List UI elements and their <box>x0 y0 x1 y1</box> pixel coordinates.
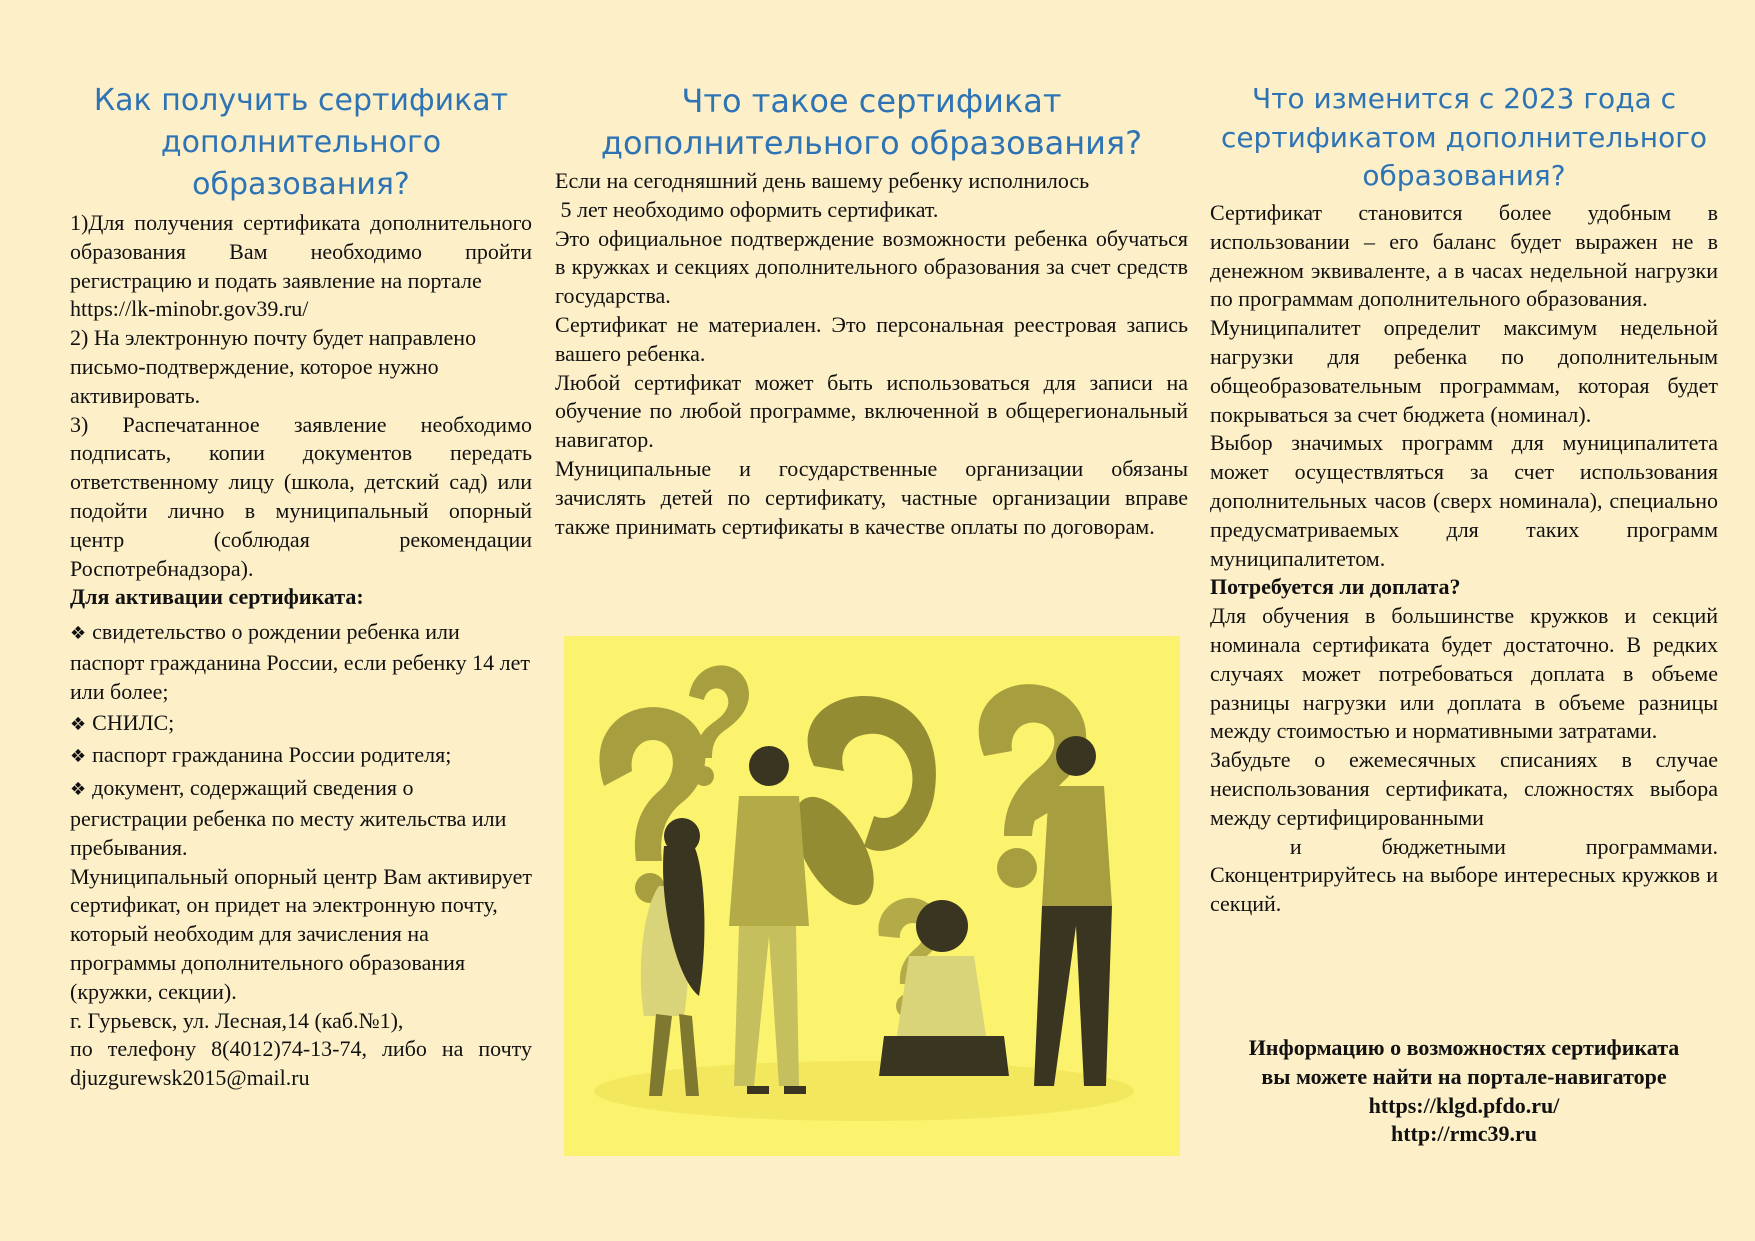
bullet-item: ❖ паспорт гражданина России родителя; <box>70 741 532 772</box>
question-marks-illustration <box>564 636 1180 1156</box>
navigator-info <box>1210 1034 1718 1149</box>
navigator-info-line: Информацию о возможностях сертификата <box>1248 1035 1680 1060</box>
concentrate-text: Сконцентрируйтесь на выборе интересных кружков и секций. <box>1210 862 1718 917</box>
forget-debits-text: Забудьте о ежемесячных списаниях в случае неиспользования сертификата, сложностях выбора между сертифицированными <box>1210 747 1718 830</box>
step-1-text: 1)Для получения сертификата дополнительного образования Вам необходимо пройти регистрацию и подать заявление на портале <box>70 210 532 293</box>
what-is-title: Что такое сертификат дополнительного образования? <box>600 82 1143 162</box>
navigator-info-line: вы можете найти на портале-навигаторе <box>1261 1063 1667 1089</box>
enrollment-text: который необходим для зачисления на программы дополнительного образования (кружки, секции). <box>70 921 466 1004</box>
bullet-item: ❖ свидетельство о рождении ребенка или паспорт гражданина России, если ребенку 14 лет или более; <box>70 618 532 706</box>
center-activation-text: Муниципальный опорный центр Вам активирует сертификат, он придет на электронную почту, <box>70 863 532 918</box>
changes-2023-title: Что изменится с 2023 года с сертификатом дополнительного образования? <box>1220 82 1708 192</box>
step-3-text: 3) Распечатанное заявление необходимо подписать, копии документов передать ответственному лицу (школа, детский сад) или подойти лично в муниципальный опорный центр (соблюдая рекомендации Роспотребнадзора). <box>70 411 532 581</box>
address-text: г. Гурьевск, ул. Лесная,14 (каб.№1), <box>70 1007 404 1033</box>
program-choice-text: Выбор значимых программ для муниципалитета может осуществляться за счет использования дополнительных часов (сверх номинала), специально предусматриваемых для таких программ муниципалитетом. <box>1210 430 1718 571</box>
organizations-text: Муниципальные и государственные организации обязаны зачислять детей по сертификату, частные организации вправе также принимать сертификаты в качестве оплаты по договорам. <box>555 455 1188 539</box>
changes-2023-body <box>1210 199 1718 919</box>
any-certificate-text: Любой сертификат может быть использоваться для записи на обучение по любой программе, включенной в общерегиональный навигатор. <box>555 369 1188 453</box>
rmc-link[interactable]: http://rmc39.ru <box>1390 1121 1538 1147</box>
municipality-limit-text: Муниципалитет определит максимум недельной нагрузки для ребенка по дополнительным общеобразовательным программам, которая будет покрываться за счет бюджета (номинал). <box>1210 315 1718 427</box>
what-is-body <box>555 167 1188 541</box>
age-text-line2: 5 лет необходимо оформить сертификат. <box>555 196 939 222</box>
step-2-text: 2) На электронную почту будет направлено письмо-подтверждение, которое нужно активировать. <box>70 325 477 408</box>
payment-heading: Потребуется ли доплата? <box>1210 574 1461 600</box>
how-to-get-title: Как получить сертификат дополнительного образования? <box>93 83 509 202</box>
contact-text: по телефону 8(4012)74-13-74, либо на почту djuzgurewsk2015@mail.ru <box>70 1036 532 1091</box>
how-to-get-body <box>70 209 532 1093</box>
payment-text: Для обучения в большинстве кружков и секций номинала сертификата будет достаточно. В редких случаях может потребоваться доплата в объеме разницы нагрузки или доплата в объеме разницы между стоимостью и нормативными затратами. <box>1210 603 1718 744</box>
portal-link[interactable]: https://lk-minobr.gov39.ru/ <box>70 296 309 322</box>
bullet-item: ❖ документ, содержащий сведения о регистрации ребенка по месту жительства или пребывания. <box>70 774 532 862</box>
convenience-text: Сертификат становится более удобным в использовании – его баланс будет выражен не в денежном эквиваленте, а в часах недельной нагрузки по программам дополнительного образования. <box>1210 200 1718 312</box>
activation-heading: Для активации сертификата: <box>70 584 364 610</box>
navigator-link[interactable]: https://klgd.pfdo.ru/ <box>1368 1092 1560 1118</box>
bullet-item: ❖ СНИЛС; <box>70 709 532 740</box>
official-text: Это официальное подтверждение возможности ребенка обучаться в кружках и секциях дополнительного образования за счет средств государства. <box>555 225 1188 309</box>
age-text-line1: Если на сегодняшний день вашему ребенку исполнилось <box>555 168 1090 193</box>
immaterial-text: Сертификат не материален. Это персональная реестровая запись вашего ребенка. <box>555 311 1188 366</box>
budget-programs-text: и бюджетными программами. <box>1210 833 1718 859</box>
